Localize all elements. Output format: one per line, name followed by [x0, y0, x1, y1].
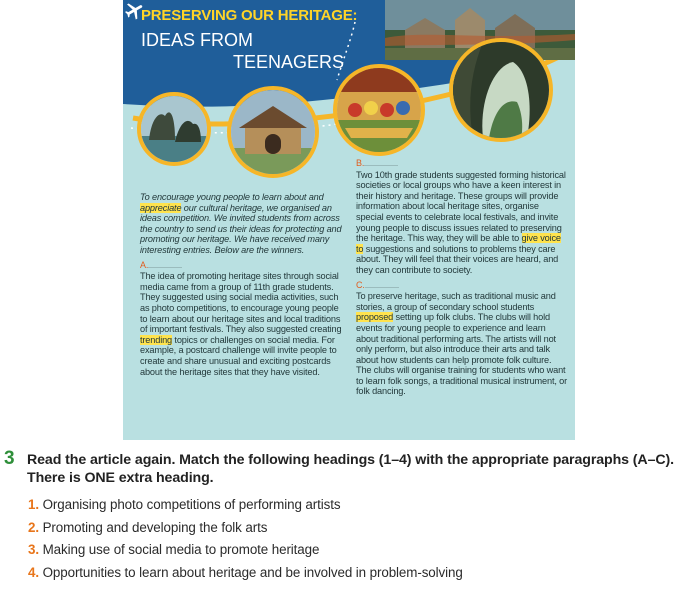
bay-karst-photo — [137, 92, 211, 166]
paragraph-b-text-end: suggestions and solutions to problems they care about. They will feel that their voices are heard, and they can contribute to society. — [356, 243, 559, 275]
cave-photo — [449, 38, 553, 142]
paragraph-b-text-start: Two 10th grade students suggested forming historical societies or local groups who have a keen interest in their history and heritage. These groups will provide information about local heritage sites, organise special events to celebrate local festivals, and invite young people to discuss issues related to preserving the heritage. This way, they will be able to — [356, 169, 566, 244]
paragraph-a-highlight-word: trending — [140, 334, 173, 345]
intro-text-start: To encourage young people to learn about and — [140, 192, 324, 202]
heading-text: Opportunities to learn about heritage and be involved in problem-solving — [42, 564, 463, 580]
paragraph-c-answer-blank — [365, 280, 399, 288]
heading-item — [28, 520, 463, 543]
exercise-number: 3 — [4, 448, 15, 469]
right-column — [356, 158, 568, 397]
paragraph-a-letter: A. — [140, 259, 149, 270]
paragraph-b — [356, 170, 568, 276]
poster-title-line1: PRESERVING OUR HERITAGE: — [141, 7, 358, 24]
paragraph-c-highlight-word: proposed — [356, 312, 394, 323]
paragraph-c-label — [356, 280, 568, 291]
paragraph-c-text-start: To preserve heritage, such as traditional music and stories, a group of secondary school students — [356, 291, 556, 312]
paragraph-a-label — [140, 260, 344, 271]
paragraph-a-text-start: The idea of promoting heritage sites through social media came from a group of 11th grade students. They suggested using social media activities, such as photo competitions, to encourage young people to learn about our heritage sites and local traditions of important festivals. They also suggested creating — [140, 271, 342, 335]
paragraph-c-text-end: setting up folk clubs. The clubs will hold events for young people to experience and learn about traditional performing arts. The artists will not only perform, but also introduce their arts and talk about how students can help promote folk culture. The clubs will organise training for students who want to learn folk songs, a traditional musical instrument, or folk dancing. — [356, 312, 568, 397]
citadel-gate-photo — [227, 86, 319, 178]
folk-performance-photo — [333, 64, 425, 156]
intro-paragraph — [140, 192, 344, 256]
paragraph-c-letter: C. — [356, 279, 365, 290]
exercise-instruction: Read the article again. Match the following headings (1–4) with the appropriate paragraphs (A–C). There is ONE extra heading. — [27, 452, 674, 486]
paragraph-c — [356, 291, 568, 397]
heading-number: 4. — [28, 564, 39, 580]
paragraph-a — [140, 271, 344, 377]
paragraph-b-letter: B. — [356, 158, 365, 168]
paragraph-b-highlight-phrase: give voice to — [356, 233, 561, 254]
article-poster — [123, 0, 575, 440]
paragraph-a-text-end: topics or challenges on social media. For example, a postcard challenge will invite people to create and share unusual and exciting postcards about the heritage sites that they have visited. — [140, 334, 337, 377]
paragraph-b-label — [356, 158, 568, 169]
poster-title-line3: TEENAGERS — [233, 52, 345, 72]
heading-number: 1. — [28, 497, 39, 512]
heading-number: 2. — [28, 519, 39, 535]
paragraph-b-answer-blank — [364, 158, 398, 166]
heading-text: Organising photo competitions of performing artists — [42, 497, 341, 512]
heading-text: Making use of social media to promote heritage — [42, 542, 320, 557]
heading-item — [28, 565, 463, 588]
left-column — [140, 192, 344, 377]
intro-text-end: our cultural heritage, we organised an ideas competition. We invited students from across the country to send us their ideas for protecting and promoting our heritage. We have received many interesting entries. Below are the winners. — [140, 202, 342, 255]
heading-text: Promoting and developing the folk arts — [42, 519, 268, 535]
airplane-icon — [123, 0, 145, 22]
headings-list — [28, 497, 463, 587]
exercise-section — [0, 446, 700, 590]
heading-item — [28, 497, 463, 520]
heading-item — [28, 542, 463, 565]
paragraph-a-answer-blank — [148, 260, 182, 268]
poster-title-line2: IDEAS FROM — [141, 30, 254, 50]
heading-number: 3. — [28, 542, 39, 557]
intro-highlight-word: appreciate — [140, 202, 182, 213]
